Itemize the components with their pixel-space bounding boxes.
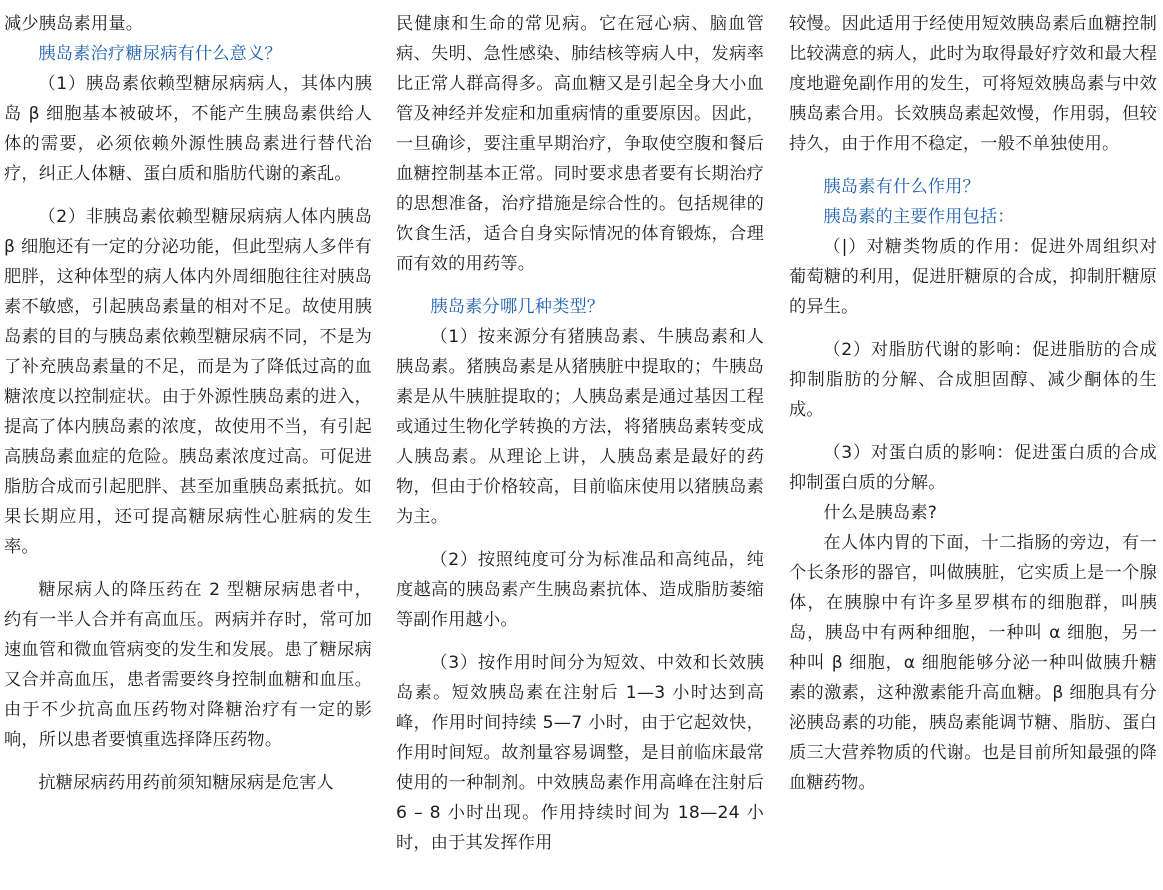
paragraph-type2-diabetes: （2）非胰岛素依赖型糖尿病病人体内胰岛 β 细胞还有一定的分泌功能，但此型病人多伴有肥胖，这种体型的病人体内外周细胞往往对胰岛素不敏感，引起胰岛素量的相对不足。故使用胰岛素的目的与胰岛素依赖型糖尿病不同，不是为了补充胰岛素量的不足，而是为了降低过高的血糖浓度以控制症状。由于外源性胰岛素的进入，提高了体内胰岛素的浓度，故使用不当，有引起高胰岛素血症的危险。胰岛素浓度过高。可促进脂肪合成而引起肥胖、甚至加重胰岛素抵抗。如果长期应用，还可提高糖尿病性心脏病的发生率。	[4, 207, 372, 557]
paragraph-carbohydrate-effect: （|）对糖类物质的作用：促进外周组织对葡萄糖的利用，促进肝糖原的合成，抑制肝糖原的异生。	[789, 237, 1157, 317]
paragraph-insulin-definition: 在人体内胃的下面，十二指肠的旁边，有一个长条形的器官，叫做胰脏，它实质上是一个腺体，在胰腺中有许多星罗棋布的细胞群，叫胰岛，胰岛中有两种细胞，一种叫 α 细胞，另一种叫 β 细胞，α 细胞能够分泌一种叫做胰升糖素的激素，这种激素能升高血糖。β 细胞具有分泌胰岛素的功能，胰岛素能调节糖、脂肪、蛋白质三大营养物质的代谢。也是目前所知最强的降血糖药物。	[789, 533, 1157, 793]
paragraph-pre-medication-notes: 抗糖尿病药用药前须知糖尿病是危害人	[38, 773, 334, 793]
heading-main-functions: 胰岛素的主要作用包括：	[823, 207, 1015, 227]
paragraph-continuation: 较慢。因此适用于经使用短效胰岛素后血糖控制比较满意的病人，此时为取得最好疗效和最大程度地避免副作用的发生，可将短效胰岛素与中效胰岛素合用。长效胰岛素起效慢，作用弱，但较持久，由于作用不稳定，一般不单独使用。	[789, 14, 1157, 154]
heading-what-is-insulin: 什么是胰岛素?	[823, 503, 938, 523]
paragraph-top-fragment: 减少胰岛素用量。	[4, 14, 144, 34]
column-1	[4, 9, 372, 798]
paragraph-type1-diabetes: （1）胰岛素依赖型糖尿病病人，其体内胰岛 β 细胞基本被破坏，不能产生胰岛素供给人体的需要，必须依赖外源性胰岛素进行替代治疗，纠正人体糖、蛋白质和脂肪代谢的紊乱。	[4, 74, 372, 184]
paragraph-protein-effect: （3）对蛋白质的影响：促进蛋白质的合成抑制蛋白质的分解。	[789, 443, 1157, 493]
paragraph-hypertension-drugs: 糖尿病人的降压药在 2 型糖尿病患者中，约有一半人合并有高血压。两病并存时，常可加速血管和微血管病变的发生和发展。患了糖尿病又合并高血压，患者需要终身控制血糖和血压。由于不少抗高血压药物对降糖治疗有一定的影响，所以患者要慎重选择降压药物。	[4, 580, 372, 750]
paragraph-by-duration: （3）按作用时间分为短效、中效和长效胰岛素。短效胰岛素在注射后 1—3 小时达到高峰，作用时间持续 5—7 小时，由于它起效快，作用时间短。故剂量容易调整，是目前临床最常使用的一种制剂。中效胰岛素作用高峰在注射后 6 – 8 小时出现。作用持续时间为 18—24 小时，由于其发挥作用	[396, 653, 764, 853]
column-2	[396, 9, 764, 858]
paragraph-by-purity: （2）按照纯度可分为标准品和高纯品，纯度越高的胰岛素产生胰岛素抗体、造成脂肪萎缩等副作用越小。	[396, 550, 764, 630]
heading-insulin-significance: 胰岛素治疗糖尿病有什么意义？	[38, 44, 282, 64]
heading-insulin-types: 胰岛素分哪几种类型？	[430, 297, 605, 317]
heading-insulin-functions: 胰岛素有什么作用？	[823, 177, 980, 197]
paragraph-by-source: （1）按来源分有猪胰岛素、牛胰岛素和人胰岛素。猪胰岛素是从猪胰脏中提取的；牛胰岛素是从牛胰脏提取的；人胰岛素是通过基因工程或通过生物化学转换的方法，将猪胰岛素转变成人胰岛素。从理论上讲，人胰岛素是最好的药物，但由于价格较高，目前临床使用以猪胰岛素为主。	[396, 327, 764, 527]
paragraph-continuation: 民健康和生命的常见病。它在冠心病、脑血管病、失明、急性感染、肺结核等病人中，发病率比正常人群高得多。高血糖又是引起全身大小血管及神经并发症和加重病情的重要原因。因此，一旦确诊，要注重早期治疗，争取使空腹和餐后血糖控制基本正常。同时要求患者要有长期治疗的思想准备，治疗措施是综合性的。包括规律的饮食生活，适合自身实际情况的体育锻炼，合理而有效的用药等。	[396, 14, 764, 274]
paragraph-fat-effect: （2）对脂肪代谢的影响：促进脂肪的合成抑制脂肪的分解、合成胆固醇、减少酮体的生成。	[789, 340, 1157, 420]
column-3	[789, 9, 1157, 798]
